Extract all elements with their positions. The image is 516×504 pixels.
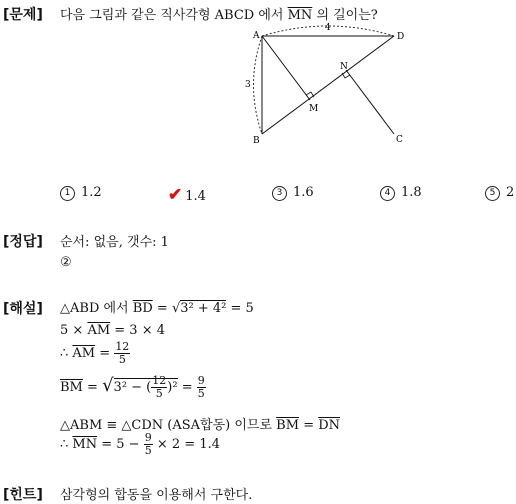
choice-2-text: 1.4 [185,189,206,204]
solution-line-3 [60,341,130,366]
solution-l6-eq: = 5 − [101,437,140,452]
solution-l3-den: 5 [118,353,126,366]
solution-l4-den: 5 [197,387,205,400]
solution-l4-eq2: = [181,380,193,395]
solution-label: [해설] [3,301,43,317]
problem-label: [문제] [3,7,43,23]
choice-3-number: 3 [272,186,287,201]
choice-4-text: 1.8 [401,185,422,200]
solution-l2-text: 5 × [60,323,84,338]
choice-3[interactable] [272,185,314,201]
point-c: C [396,135,403,145]
solution-l3-therefore: ∴ [60,346,69,361]
answer-line-1: 순서: 없음, 갯수: 1 [60,235,169,250]
solution-l4-num: 9 [197,374,205,387]
checkmark-icon: ✔ [168,185,183,205]
choice-3-text: 1.6 [293,185,314,200]
solution-line-5 [60,414,340,433]
solution-l3-eq: = [99,346,111,361]
dotted-arc-left [254,36,263,134]
choice-1-text: 1.2 [81,185,102,200]
hint-label: [힌트] [3,487,43,503]
solution-l1-text: △ABD 에서 [60,301,129,316]
solution-l6-den: 5 [144,444,152,457]
solution-l5-text: △ABM ≡ △CDN (ASA합동) 이므로 [60,418,273,433]
solution-l4-rad-den: 5 [155,387,163,400]
choice-2[interactable] [168,185,206,205]
solution-l4-rad-a: 3² − ( [113,380,152,395]
diagonal-bd [262,36,394,134]
length-left: 3 [245,80,251,90]
answer-label: [정답] [3,234,43,250]
solution-l1-eq: = [156,301,168,316]
choice-1[interactable] [60,185,102,201]
solution-l3-segment: $\overline{AM}$ [72,346,96,361]
choice-1-number: 1 [60,186,75,201]
point-d: D [397,32,405,42]
choice-4[interactable] [380,185,422,201]
solution-l4-rad-b: )² [167,380,178,395]
solution-l4-segment: $\overline{BM}$ [60,380,83,395]
problem-suffix: 의 길이는? [316,8,378,23]
solution-l6-result: × 2 = 1.4 [156,437,220,452]
choice-5-text: 2 [506,185,515,200]
solution-l4-rad-num: 12 [152,374,167,387]
solution-l2-result: = 3 × 4 [114,323,166,338]
choice-5-number: 5 [485,186,500,201]
fraction-12-5 [114,341,130,366]
solution-line-2 [60,323,165,338]
length-top: 4 [325,23,331,33]
choice-4-number: 4 [380,186,395,201]
point-m: M [309,104,319,114]
choice-5[interactable] [485,185,514,201]
hint-text: 삼각형의 합동을 이용해서 구한다. [60,488,253,503]
solution-l5-segment-2: $\overline{DN}$ [318,418,341,433]
segment-nc [346,70,394,134]
solution-l1-result: = 5 [230,301,254,316]
solution-l4-eq: = [87,380,98,395]
solution-l1-radicand: 3² + 4² [180,301,227,316]
segment-am [262,36,310,100]
solution-l6-therefore: ∴ [60,437,69,452]
solution-l3-num: 12 [115,340,130,353]
solution-l4-radicand [113,374,178,400]
sqrt-symbol: √ [102,375,114,396]
solution-line-4 [60,375,206,400]
solution-line-6 [60,432,220,457]
point-a: A [253,31,260,41]
problem-segment: $\overline{MN}$ [287,8,313,23]
solution-l5-segment-1: $\overline{BM}$ [276,418,300,433]
solution-l2-segment: $\overline{AM}$ [87,323,111,338]
solution-l6-segment: $\overline{MN}$ [72,437,98,452]
solution-l1-segment: $\overline{BD}$ [132,301,153,316]
fraction-9-5 [197,375,206,400]
sqrt-symbol: √ [171,301,181,316]
point-n: N [340,62,348,72]
problem-prefix: 다음 그림과 같은 직사각형 ABCD 에서 [60,8,284,23]
problem-text [60,4,378,23]
solution-l5-eq: = [303,418,315,433]
solution-line-1 [60,297,254,316]
solution-l6-num: 9 [144,431,152,444]
fraction-9-5-final [144,432,153,457]
point-b: B [253,136,260,146]
rectangle-figure [240,22,420,150]
fraction-12-5-inner [151,375,167,400]
answer-line-2: ② [60,255,72,270]
